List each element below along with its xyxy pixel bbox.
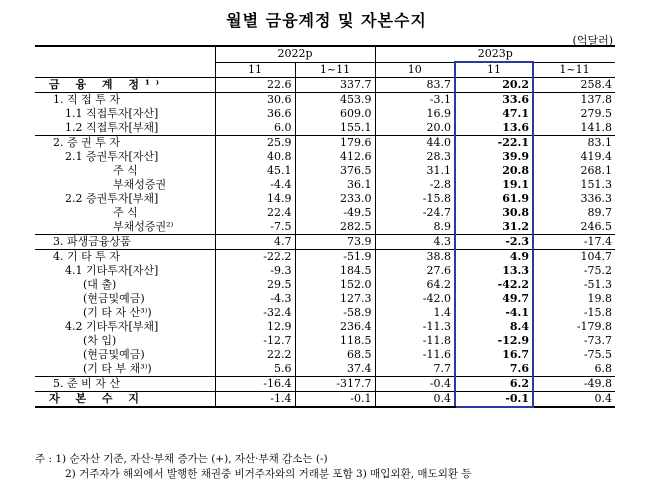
table-row: [35, 235, 615, 250]
value-cell-highlighted: 7.6: [455, 362, 533, 377]
value-cell-highlighted: 49.7: [455, 292, 533, 306]
value-cell: 12.9: [215, 320, 295, 334]
value-cell: 268.1: [533, 164, 615, 178]
value-cell: -75.5: [533, 348, 615, 362]
value-cell: 83.1: [533, 136, 615, 151]
value-cell: 184.5: [295, 264, 375, 278]
value-cell-highlighted: 19.1: [455, 178, 533, 192]
table-row: [35, 178, 615, 192]
value-cell: 1.4: [375, 306, 455, 320]
col-header: 10: [375, 62, 455, 78]
value-cell: -49.8: [533, 377, 615, 392]
value-cell-highlighted: -0.1: [455, 392, 533, 408]
value-cell: 137.8: [533, 93, 615, 108]
value-cell: 89.7: [533, 206, 615, 220]
value-cell-highlighted: 20.8: [455, 164, 533, 178]
value-cell: 37.4: [295, 362, 375, 377]
value-cell: -24.7: [375, 206, 455, 220]
row-label: 1.2 직접투자[부채]: [35, 121, 215, 136]
value-cell: -4.3: [215, 292, 295, 306]
value-cell: 22.4: [215, 206, 295, 220]
value-cell-highlighted: 30.8: [455, 206, 533, 220]
value-cell: -12.7: [215, 334, 295, 348]
value-cell: 30.6: [215, 93, 295, 108]
table-row: [35, 164, 615, 178]
row-label: 자 본 수 지: [35, 392, 215, 408]
value-cell: -11.3: [375, 320, 455, 334]
year-2023-header: 2023p: [375, 46, 615, 62]
value-cell: -22.2: [215, 250, 295, 265]
value-cell: -17.4: [533, 235, 615, 250]
value-cell: 83.7: [375, 78, 455, 93]
row-label: (대 출): [83, 278, 117, 291]
row-label: 1.1 직접투자[자산]: [65, 107, 159, 120]
row-label: 4.2 기타투자[부채]: [65, 320, 159, 333]
footnote-line: 2) 거주자가 해외에서 발행한 채권중 비거주자와의 거래분 포함 3) 매입외환, 매도외환 등: [65, 468, 472, 480]
value-cell: 104.7: [533, 250, 615, 265]
value-cell: 44.0: [375, 136, 455, 151]
value-cell: -15.8: [375, 192, 455, 206]
table-row: [35, 250, 615, 265]
value-cell: 16.9: [375, 107, 455, 121]
table-body: [35, 78, 615, 408]
value-cell-highlighted: 13.3: [455, 264, 533, 278]
value-cell: -42.0: [375, 292, 455, 306]
table-row: [35, 78, 615, 93]
value-cell: 36.1: [295, 178, 375, 192]
col-header: 11: [215, 62, 295, 78]
value-cell: -0.1: [295, 392, 375, 408]
table-row: [35, 392, 615, 408]
row-label: 2. 증 권 투 자: [53, 136, 120, 149]
value-cell-highlighted: -12.9: [455, 334, 533, 348]
value-cell: 29.5: [215, 278, 295, 292]
row-label: 4.1 기타투자[자산]: [65, 264, 159, 277]
value-cell: 5.6: [215, 362, 295, 377]
footnote-line: 주 : 1) 순자산 기준, 자산·부채 증가는 (+), 자산·부채 감소는 (-): [35, 453, 328, 465]
table-row: [35, 334, 615, 348]
value-cell: 45.1: [215, 164, 295, 178]
value-cell: -58.9: [295, 306, 375, 320]
value-cell: -7.5: [215, 220, 295, 235]
row-label: (차 입): [83, 334, 117, 347]
col-header: 1~11: [295, 62, 375, 78]
table-row: [35, 320, 615, 334]
row-label: 부채성증권²⁾: [35, 220, 215, 235]
corner-cell-2: [35, 62, 215, 78]
row-label: 주 식: [113, 206, 138, 219]
value-cell: 7.7: [375, 362, 455, 377]
table-row: [35, 150, 615, 164]
footnotes: [35, 452, 635, 482]
value-cell-highlighted: 4.9: [455, 250, 533, 265]
value-cell: 419.4: [533, 150, 615, 164]
value-cell: -11.6: [375, 348, 455, 362]
value-cell: 152.0: [295, 278, 375, 292]
value-cell-highlighted: 8.4: [455, 320, 533, 334]
value-cell-highlighted: -42.2: [455, 278, 533, 292]
table-row: [35, 264, 615, 278]
value-cell: 127.3: [295, 292, 375, 306]
value-cell: 141.8: [533, 121, 615, 136]
value-cell-highlighted: 13.6: [455, 121, 533, 136]
value-cell: 22.2: [215, 348, 295, 362]
value-cell: 376.5: [295, 164, 375, 178]
table-row: [35, 121, 615, 136]
value-cell-highlighted: -2.3: [455, 235, 533, 250]
value-cell-highlighted: 31.2: [455, 220, 533, 235]
value-cell-highlighted: 47.1: [455, 107, 533, 121]
value-cell: 336.3: [533, 192, 615, 206]
unit-label: (억달러): [572, 34, 613, 47]
table-row: [35, 306, 615, 320]
value-cell: -4.4: [215, 178, 295, 192]
value-cell: 118.5: [295, 334, 375, 348]
row-label: (현금및예금): [83, 348, 145, 361]
value-cell: -11.8: [375, 334, 455, 348]
value-cell: 28.3: [375, 150, 455, 164]
value-cell: 19.8: [533, 292, 615, 306]
value-cell-highlighted: 16.7: [455, 348, 533, 362]
row-label: (현금및예금): [83, 292, 145, 305]
value-cell: 337.7: [295, 78, 375, 93]
year-2022-header: 2022p: [215, 46, 375, 62]
value-cell: 64.2: [375, 278, 455, 292]
value-cell: 68.5: [295, 348, 375, 362]
value-cell: 246.5: [533, 220, 615, 235]
table-title: 월별 금융계정 및 자본수지: [226, 11, 427, 30]
table-row: [35, 136, 615, 151]
value-cell: -179.8: [533, 320, 615, 334]
table-row: [35, 292, 615, 306]
row-label: (기 타 부 채³⁾): [35, 362, 215, 377]
value-cell: 179.6: [295, 136, 375, 151]
value-cell: 6.0: [215, 121, 295, 136]
value-cell: 258.4: [533, 78, 615, 93]
row-label: 5. 준 비 자 산: [35, 377, 215, 392]
value-cell: -32.4: [215, 306, 295, 320]
value-cell: 4.7: [215, 235, 295, 250]
value-cell: 14.9: [215, 192, 295, 206]
value-cell-highlighted: 39.9: [455, 150, 533, 164]
row-label: 금 융 계 정¹⁾: [35, 78, 215, 93]
value-cell: 8.9: [375, 220, 455, 235]
row-label: 2.1 증권투자[자산]: [65, 150, 159, 163]
table-row: [35, 192, 615, 206]
value-cell-highlighted: -22.1: [455, 136, 533, 151]
table-row: [35, 362, 615, 377]
value-cell: 233.0: [295, 192, 375, 206]
value-cell: -16.4: [215, 377, 295, 392]
col-header: 1~11: [533, 62, 615, 78]
table-row: [35, 220, 615, 235]
value-cell: -75.2: [533, 264, 615, 278]
value-cell: 25.9: [215, 136, 295, 151]
table-row: [35, 107, 615, 121]
value-cell: 279.5: [533, 107, 615, 121]
value-cell: 453.9: [295, 93, 375, 108]
value-cell: 38.8: [375, 250, 455, 265]
value-cell: 27.6: [375, 264, 455, 278]
value-cell: 412.6: [295, 150, 375, 164]
value-cell: 282.5: [295, 220, 375, 235]
value-cell: -73.7: [533, 334, 615, 348]
value-cell: -1.4: [215, 392, 295, 408]
value-cell-highlighted: 20.2: [455, 78, 533, 93]
value-cell: -49.5: [295, 206, 375, 220]
value-cell: -2.8: [375, 178, 455, 192]
value-cell: 151.3: [533, 178, 615, 192]
value-cell: -9.3: [215, 264, 295, 278]
row-label: 4. 기 타 투 자: [53, 250, 120, 263]
table-row: [35, 278, 615, 292]
value-cell: -15.8: [533, 306, 615, 320]
table-row: [35, 206, 615, 220]
financial-account-table: [35, 45, 615, 408]
value-cell: 40.8: [215, 150, 295, 164]
value-cell-highlighted: 61.9: [455, 192, 533, 206]
value-cell: 236.4: [295, 320, 375, 334]
value-cell: 6.8: [533, 362, 615, 377]
row-label: (기 타 자 산³⁾): [83, 306, 152, 319]
row-label: 1. 직 접 투 자: [53, 93, 120, 106]
row-label: 부채성증권: [113, 178, 167, 191]
value-cell: 36.6: [215, 107, 295, 121]
row-label: 2.2 증권투자[부채]: [65, 192, 159, 205]
row-label: 주 식: [113, 164, 138, 177]
value-cell: -51.3: [533, 278, 615, 292]
value-cell: 73.9: [295, 235, 375, 250]
value-cell: 0.4: [533, 392, 615, 408]
value-cell: -51.9: [295, 250, 375, 265]
value-cell: 20.0: [375, 121, 455, 136]
table-row: [35, 377, 615, 392]
corner-cell: [35, 46, 215, 62]
value-cell: -317.7: [295, 377, 375, 392]
value-cell: 4.3: [375, 235, 455, 250]
value-cell: 609.0: [295, 107, 375, 121]
value-cell: -0.4: [375, 377, 455, 392]
table-row: [35, 93, 615, 108]
value-cell: 22.6: [215, 78, 295, 93]
value-cell: 155.1: [295, 121, 375, 136]
value-cell-highlighted: -4.1: [455, 306, 533, 320]
value-cell-highlighted: 6.2: [455, 377, 533, 392]
table-row: [35, 348, 615, 362]
value-cell: 31.1: [375, 164, 455, 178]
value-cell: 0.4: [375, 392, 455, 408]
col-header-highlighted: 11: [455, 62, 533, 78]
value-cell: -3.1: [375, 93, 455, 108]
value-cell-highlighted: 33.6: [455, 93, 533, 108]
row-label: 3. 파생금융상품: [35, 235, 215, 250]
